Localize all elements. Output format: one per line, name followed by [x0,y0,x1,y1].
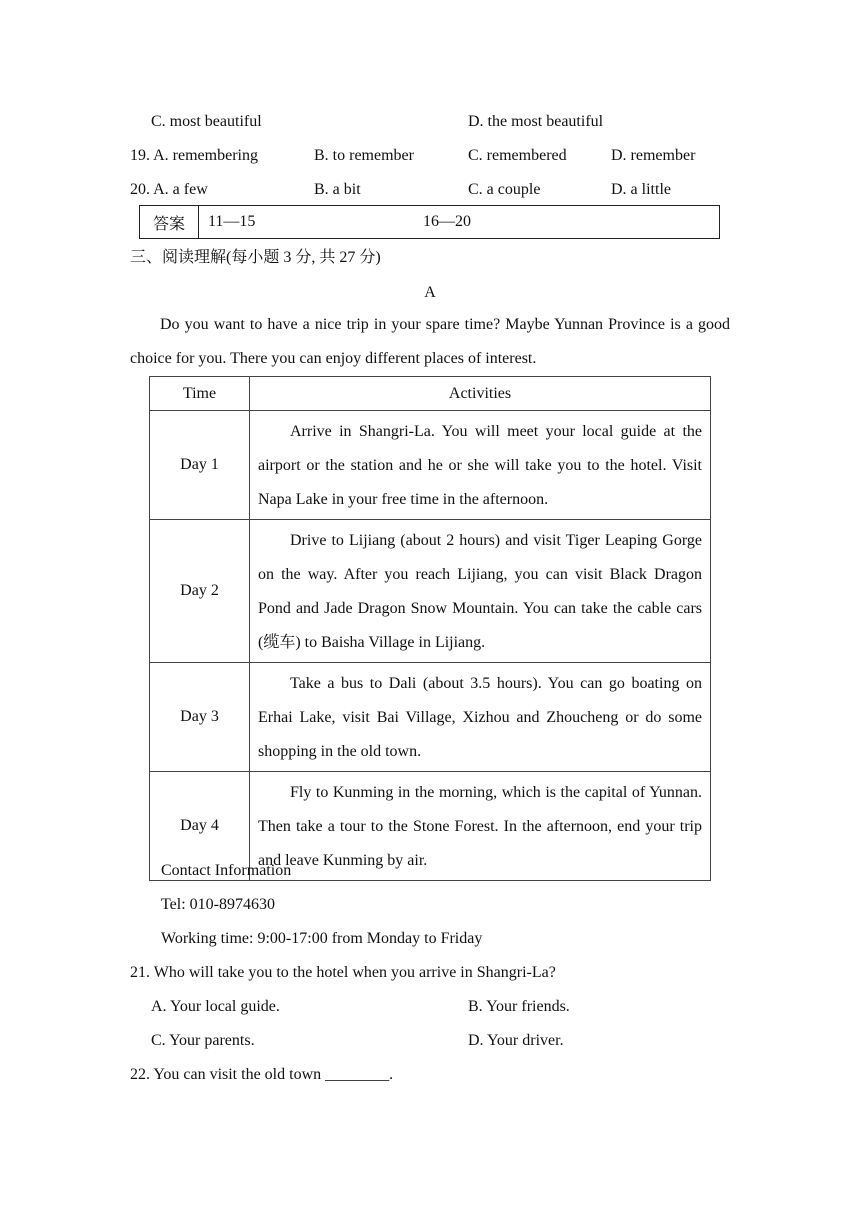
q19-option-c: C. remembered [468,147,567,164]
row-day: Day 3 [150,663,250,772]
q21-option-a: A. Your local guide. [151,998,280,1015]
row-activity: Arrive in Shangri-La. You will meet your local guide at the airport or the station and he or she will take you to the hotel. Visit Napa Lake in your free time in the afternoon. [250,411,711,520]
q20-option-a: 20. A. a few [130,181,208,198]
intro-paragraph: Do you want to have a nice trip in your spare time? Maybe Yunnan Province is a good choice for you. There you can enjoy different places of interest. [130,316,730,367]
row-day: Day 1 [150,411,250,520]
answer-range-11-15: 11—15 [208,213,256,230]
q20-option-d: D. a little [611,181,671,198]
q21-option-b: B. Your friends. [468,998,570,1015]
q19-option-b: B. to remember [314,147,414,164]
contact-tel: Tel: 010-8974630 [161,896,275,913]
row-activity: Fly to Kunming in the morning, which is the capital of Yunnan. Then take a tour to the Stone Forest. In the afternoon, end your trip and leave Kunming by air. [250,772,711,881]
answer-range-16-20: 16—20 [423,213,471,230]
table-header-row [150,377,711,411]
section-title: 三、阅读理解(每小题 3 分, 共 27 分) [130,249,381,266]
q21-option-d: D. Your driver. [468,1032,564,1049]
row-activity: Drive to Lijiang (about 2 hours) and visit Tiger Leaping Gorge on the way. After you reach Lijiang, you can visit Black Dragon Pond and Jade Dragon Snow Mountain. You can take the cable cars (缆车) to Baisha Village in Lijiang. [250,520,711,663]
header-activities: Activities [250,377,711,411]
table-row [150,411,711,520]
passage-letter: A [424,284,436,301]
q20-option-b: B. a bit [314,181,361,198]
table-row [150,663,711,772]
answer-box [139,205,720,239]
q19-option-a: 19. A. remembering [130,147,258,164]
q22-stem: 22. You can visit the old town ________. [130,1066,394,1083]
q21-option-c: C. Your parents. [151,1032,255,1049]
q19-option-d: D. remember [611,147,696,164]
row-activity: Take a bus to Dali (about 3.5 hours). You can go boating on Erhai Lake, visit Bai Village, Xizhou and Zhoucheng or do some shopping in the old town. [250,663,711,772]
itinerary-table [149,376,711,881]
row-day: Day 4 [150,772,250,881]
answer-box-label: 答案 [140,206,199,238]
q18-option-c: C. most beautiful [151,113,262,130]
table-row [150,520,711,663]
header-time: Time [150,377,250,411]
q21-stem: 21. Who will take you to the hotel when you arrive in Shangri-La? [130,964,556,981]
contact-hours: Working time: 9:00-17:00 from Monday to Friday [161,930,483,947]
contact-title: Contact Information [161,862,292,879]
row-day: Day 2 [150,520,250,663]
q20-option-c: C. a couple [468,181,541,198]
q18-option-d: D. the most beautiful [468,113,604,130]
